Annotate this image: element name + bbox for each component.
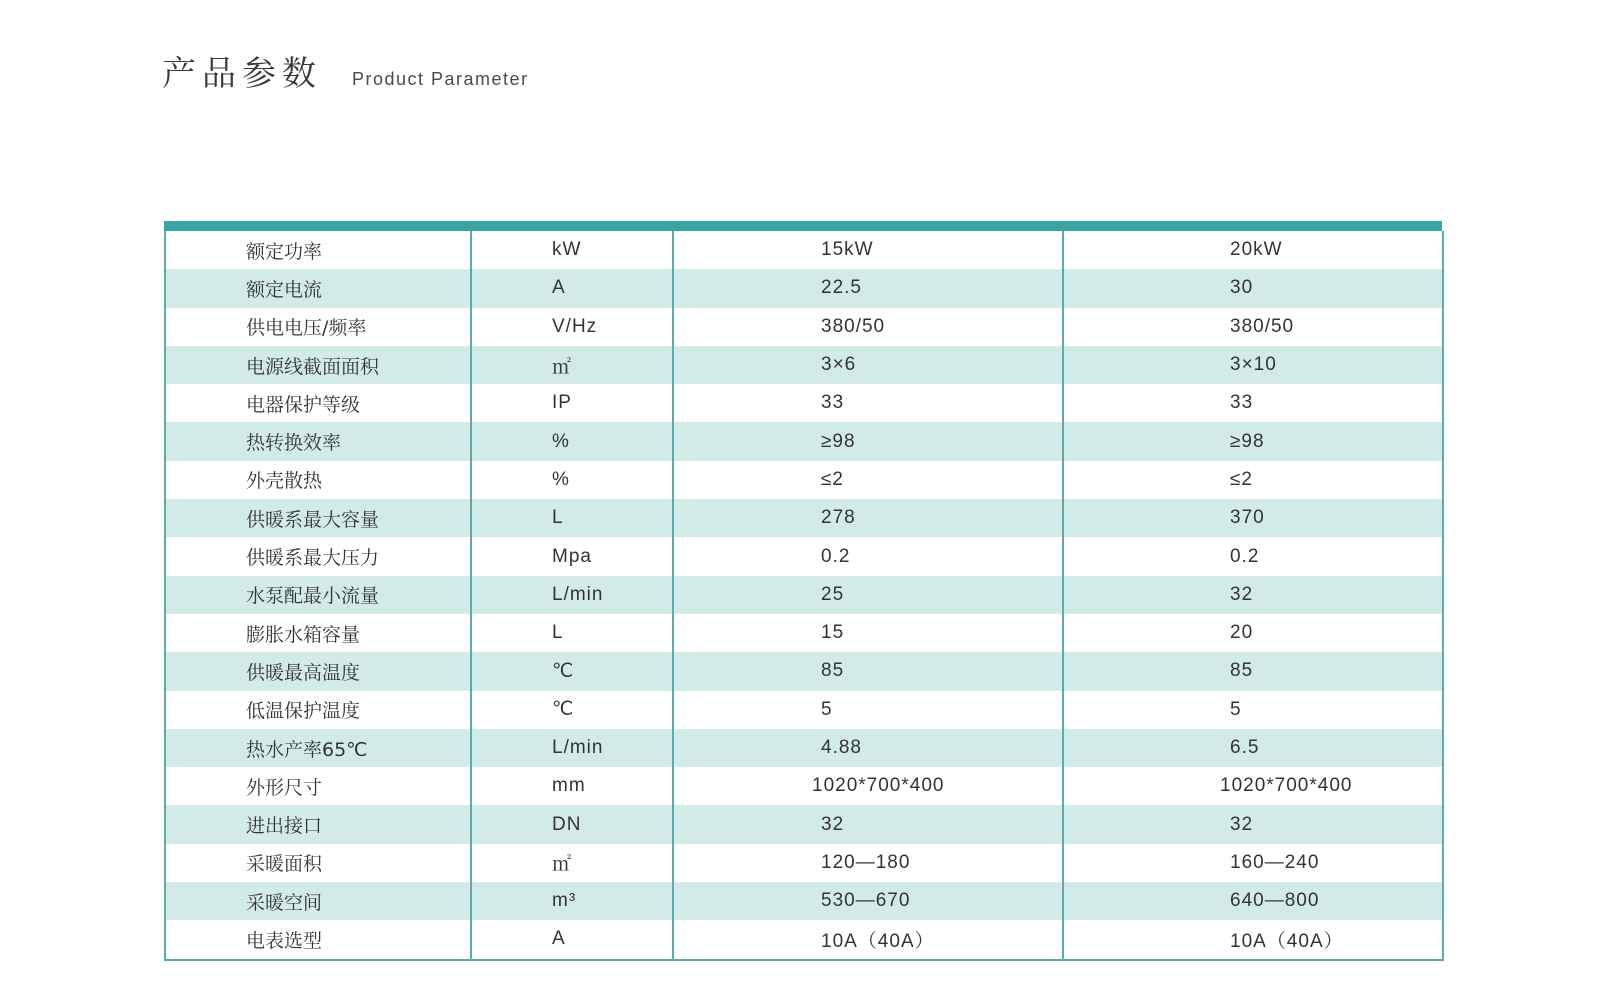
param-unit-cell: % [471,422,673,460]
param-value-20kw-cell: 30 [1063,269,1443,307]
table-row [165,844,1443,882]
table-row [165,614,1443,652]
parameter-table-container [164,221,1442,961]
param-unit-cell: kW [471,231,673,269]
table-row [165,346,1443,384]
table-row [165,691,1443,729]
param-value-15kw-cell: 4.88 [673,729,1063,767]
param-unit-cell: % [471,461,673,499]
param-value-15kw-cell: 380/50 [673,308,1063,346]
param-unit-cell: ℃ [471,691,673,729]
param-name-cell: 额定功率 [246,240,323,263]
param-name-cell: 供暖系最大压力 [246,547,380,570]
param-value-20kw-cell: 32 [1063,576,1443,614]
table-row [165,422,1443,460]
param-unit-cell: A [471,920,673,959]
param-value-15kw-cell: 5 [673,691,1063,729]
param-value-15kw-cell: 15 [673,614,1063,652]
table-row [165,269,1443,307]
param-name-cell: 供暖最高温度 [165,652,471,690]
table-row [165,652,1443,690]
param-value-20kw-cell: 5 [1063,691,1443,729]
param-value-20kw-cell: ≤2 [1063,461,1443,499]
param-name-cell: 热水产率65℃ [165,729,471,767]
param-value-15kw-cell: 530—670 [673,882,1063,920]
table-row [165,767,1443,805]
param-value-15kw-cell: 10A（40A） [673,920,1063,959]
table-row [165,537,1443,575]
param-value-20kw-cell: 1020*700*400 [1063,767,1443,805]
param-value-20kw-cell: 380/50 [1063,308,1443,346]
table-row [165,882,1443,920]
param-value-20kw-cell: 33 [1063,384,1443,422]
table-row [165,499,1443,537]
page-subtitle: Product Parameter [352,69,529,89]
param-unit-cell: mm [471,767,673,805]
param-unit-cell: Mpa [471,537,673,575]
param-unit-cell: IP [471,384,673,422]
param-value-15kw-cell: 85 [673,652,1063,690]
param-unit-cell: A [471,269,673,307]
param-value-15kw-cell: 15kW [673,231,1063,269]
param-value-20kw-cell: 370 [1063,499,1443,537]
param-value-20kw-cell: 6.5 [1063,729,1443,767]
param-unit-cell: DN [471,805,673,843]
param-name-cell: 电源线截面面积 [165,346,471,384]
param-name-cell: 额定电流 [165,269,471,307]
param-value-20kw-cell: 640—800 [1063,882,1443,920]
param-unit-cell: ㎡ [471,844,673,882]
param-name-cell: 膨胀水箱容量 [246,623,361,646]
param-value-20kw-cell: ≥98 [1063,422,1443,460]
table-row [165,576,1443,614]
param-name-cell: 外形尺寸 [246,776,323,799]
param-name-cell: 低温保护温度 [246,700,361,723]
table-top-bar [164,221,1442,231]
param-value-15kw-cell: 278 [673,499,1063,537]
param-value-15kw-cell: 0.2 [673,537,1063,575]
page-header [162,46,529,95]
param-value-20kw-cell: 20 [1063,614,1443,652]
parameter-table [164,231,1444,961]
param-name-cell: 电器保护等级 [246,393,361,416]
param-value-15kw-cell: ≤2 [673,461,1063,499]
param-unit-cell: m³ [471,882,673,920]
param-unit-cell: ㎡ [471,346,673,384]
param-name-cell: 外壳散热 [246,470,323,493]
param-unit-cell: V/Hz [471,308,673,346]
param-unit-cell: L/min [471,576,673,614]
param-value-20kw-cell: 20kW [1063,231,1443,269]
param-name-cell: 供暖系最大容量 [165,499,471,537]
param-name-cell: 热转换效率 [165,422,471,460]
table-row [165,920,1443,959]
param-value-15kw-cell: 32 [673,805,1063,843]
table-row [165,805,1443,843]
param-name-cell: 水泵配最小流量 [165,576,471,614]
param-value-15kw-cell: 1020*700*400 [673,767,1063,805]
param-value-15kw-cell: 120—180 [673,844,1063,882]
param-unit-cell: L [471,614,673,652]
parameter-table-body [165,231,1443,960]
param-value-20kw-cell: 160—240 [1063,844,1443,882]
table-row [165,729,1443,767]
param-value-15kw-cell: 25 [673,576,1063,614]
param-name-cell: 采暖空间 [165,882,471,920]
table-row [165,231,1443,269]
param-value-20kw-cell: 3×10 [1063,346,1443,384]
param-value-15kw-cell: ≥98 [673,422,1063,460]
table-row [165,461,1443,499]
param-value-20kw-cell: 10A（40A） [1063,920,1443,959]
param-unit-cell: L/min [471,729,673,767]
table-row [165,308,1443,346]
param-value-20kw-cell: 0.2 [1063,537,1443,575]
page-title: 产品参数 [162,54,322,94]
param-value-15kw-cell: 22.5 [673,269,1063,307]
param-unit-cell: L [471,499,673,537]
param-value-15kw-cell: 3×6 [673,346,1063,384]
param-name-cell: 供电电压/频率 [246,317,367,340]
param-value-20kw-cell: 85 [1063,652,1443,690]
param-value-15kw-cell: 33 [673,384,1063,422]
param-value-20kw-cell: 32 [1063,805,1443,843]
param-name-cell: 进出接口 [165,805,471,843]
param-unit-cell: ℃ [471,652,673,690]
table-row [165,384,1443,422]
param-name-cell: 电表选型 [246,929,323,952]
param-name-cell: 采暖面积 [246,853,323,876]
